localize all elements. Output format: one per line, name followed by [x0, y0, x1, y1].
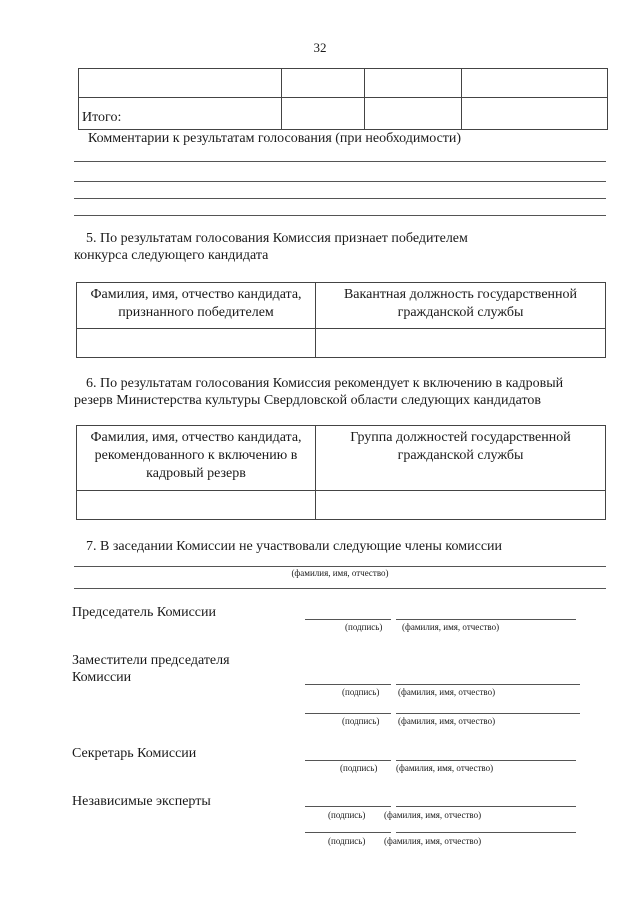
winner-table — [76, 282, 606, 358]
table-cell — [77, 491, 316, 520]
table-row — [77, 491, 606, 520]
section7-text: 7. В заседании Комиссии не участвовали следующие члены комиссии — [86, 539, 503, 554]
absent-members-line — [74, 566, 606, 567]
signature-caption: (подпись) — [328, 836, 366, 846]
comments-label: Комментарии к результатам голосования (при необходимости) — [88, 131, 462, 146]
name-caption: (фамилия, имя, отчество) — [384, 836, 482, 846]
header-line: рекомендованного к включению в — [94, 448, 298, 463]
experts-label: Независимые эксперты — [72, 794, 211, 809]
chairman-label: Председатель Комиссии — [72, 605, 216, 620]
secretary-label: Секретарь Комиссии — [72, 746, 197, 761]
table-cell — [365, 98, 462, 130]
table-cell — [316, 329, 606, 358]
header-line: кадровый резерв — [146, 466, 246, 481]
comment-line — [74, 198, 606, 199]
name-line — [396, 806, 576, 807]
comment-line — [74, 181, 606, 182]
absent-members-caption: (фамилия, имя, отчество) — [291, 568, 389, 578]
section5-text-line2: конкурса следующего кандидата — [74, 248, 269, 263]
name-line — [396, 619, 576, 620]
name-caption: (фамилия, имя, отчество) — [384, 810, 482, 820]
table-cell — [282, 98, 365, 130]
name-caption: (фамилия, имя, отчество) — [398, 716, 496, 726]
name-caption: (фамилия, имя, отчество) — [402, 622, 500, 632]
header-line: признанного победителем — [118, 305, 274, 320]
signature-caption: (подпись) — [345, 622, 383, 632]
table-cell — [316, 491, 606, 520]
table-cell — [79, 69, 282, 98]
signature-caption: (подпись) — [342, 687, 380, 697]
reserve-table — [76, 425, 606, 520]
header-line: Вакантная должность государственной — [343, 287, 578, 302]
signature-line — [305, 806, 391, 807]
header-line: гражданской службы — [397, 305, 524, 320]
header-line: гражданской службы — [397, 448, 524, 463]
signature-line — [305, 713, 391, 714]
name-line — [396, 713, 580, 714]
table-row — [79, 69, 608, 98]
name-caption: (фамилия, имя, отчество) — [398, 687, 496, 697]
table-header-row — [77, 426, 606, 491]
page-number: 32 — [313, 40, 327, 55]
signature-caption: (подпись) — [340, 763, 378, 773]
name-line — [396, 832, 576, 833]
table-cell — [365, 69, 462, 98]
signature-line — [305, 684, 391, 685]
table-row — [77, 329, 606, 358]
table-cell — [77, 329, 316, 358]
comment-line — [74, 161, 606, 162]
position-group-header — [316, 426, 606, 491]
reserve-name-header — [77, 426, 316, 491]
absent-members-line — [74, 588, 606, 589]
signature-line — [305, 619, 391, 620]
table-row-total — [79, 98, 608, 130]
section5-text-line1: 5. По результатам голосования Комиссия признает победителем — [86, 231, 468, 246]
total-label: Итого: — [79, 98, 282, 130]
signature-line — [305, 760, 391, 761]
table-cell — [462, 69, 608, 98]
table-cell — [282, 69, 365, 98]
name-caption: (фамилия, имя, отчество) — [396, 763, 494, 773]
name-line — [396, 760, 576, 761]
deputies-label-line1: Заместители председателя — [72, 653, 230, 668]
section6-text-line1: 6. По результатам голосования Комиссия рекомендует к включению в кадровый — [86, 376, 564, 391]
header-line: Группа должностей государственной — [350, 430, 571, 445]
section6-text-line2: резерв Министерства культуры Свердловской области следующих кандидатов — [74, 393, 541, 408]
deputies-label-line2: Комиссии — [72, 670, 132, 685]
table-cell — [462, 98, 608, 130]
vote-results-table — [78, 68, 608, 130]
signature-line — [305, 832, 391, 833]
header-line: Фамилия, имя, отчество кандидата, — [90, 430, 302, 445]
comment-line — [74, 215, 606, 216]
winner-name-header — [77, 283, 316, 329]
table-header-row — [77, 283, 606, 329]
signature-caption: (подпись) — [328, 810, 366, 820]
vacant-position-header — [316, 283, 606, 329]
name-line — [396, 684, 580, 685]
header-line: Фамилия, имя, отчество кандидата, — [90, 287, 302, 302]
signature-caption: (подпись) — [342, 716, 380, 726]
